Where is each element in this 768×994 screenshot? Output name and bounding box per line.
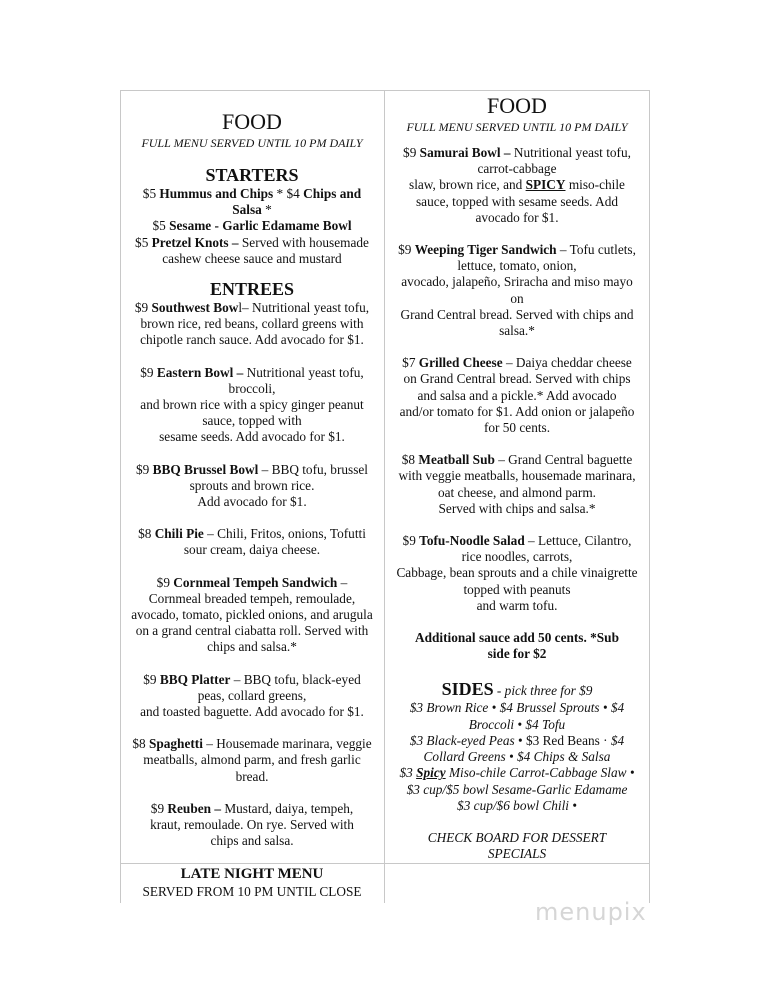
menu-line bbox=[385, 307, 649, 323]
menu-text: salsa.* bbox=[499, 323, 535, 339]
menu-line bbox=[385, 258, 649, 274]
entrees-list bbox=[120, 300, 384, 849]
menu-text: bread. bbox=[235, 768, 269, 784]
sides-note: - pick three for $9 bbox=[493, 683, 593, 699]
menu-text: topped with peanuts bbox=[463, 581, 571, 597]
left-column bbox=[120, 90, 384, 850]
menu-line bbox=[385, 646, 649, 662]
menu-text: Broccoli • $4 Tofu bbox=[468, 716, 566, 732]
menu-text: Southwest Bow bbox=[151, 300, 239, 316]
food-subtitle: FULL MENU SERVED UNTIL 10 PM DAILY bbox=[406, 120, 628, 134]
menu-line bbox=[385, 533, 649, 549]
menu-text: $4 bbox=[610, 732, 625, 748]
menu-text: $8 bbox=[132, 736, 149, 752]
menu-line bbox=[120, 462, 384, 478]
menu-line bbox=[120, 478, 384, 494]
menu-text: and salsa and a pickle.* Add avocado bbox=[417, 387, 617, 403]
right-column bbox=[385, 90, 649, 862]
menu-text: – Tofu cutlets, bbox=[556, 242, 636, 258]
menu-line bbox=[385, 700, 649, 716]
sides-list bbox=[385, 700, 649, 813]
menu-line bbox=[120, 752, 384, 768]
menu-line bbox=[120, 494, 384, 510]
menu-text: $9 bbox=[156, 574, 174, 590]
menu-text: Nutritional yeast tofu, bbox=[510, 145, 631, 160]
menu-line bbox=[385, 194, 649, 210]
late-night-title: LATE NIGHT MENU bbox=[180, 866, 324, 882]
menu-text: Served with chips and salsa.* bbox=[438, 500, 596, 516]
menu-text: l– Nutritional yeast tofu, bbox=[238, 300, 370, 316]
menupix-watermark: menupix bbox=[535, 898, 647, 926]
menu-line bbox=[120, 235, 384, 251]
menu-text: $5 bbox=[142, 186, 160, 201]
menu-line bbox=[120, 202, 384, 218]
late-night-subtitle: SERVED FROM 10 PM UNTIL CLOSE bbox=[142, 884, 362, 899]
menu-text: Additional sauce add 50 cents. *Sub bbox=[415, 630, 619, 646]
menu-text: Reuben – bbox=[167, 800, 221, 816]
menu-line bbox=[120, 316, 384, 332]
spacer bbox=[120, 510, 384, 526]
menu-line bbox=[120, 639, 384, 655]
menu-line bbox=[385, 565, 649, 581]
menu-text: Cornmeal Tempeh Sandwich bbox=[173, 574, 338, 590]
menu-text: $9 bbox=[136, 461, 153, 477]
menu-line bbox=[385, 549, 649, 565]
menu-text: rice noodles, carrots, bbox=[461, 549, 573, 565]
menu-text: $9 bbox=[134, 300, 152, 316]
menu-line bbox=[385, 274, 649, 290]
dessert-note: CHECK BOARD FOR DESSERT bbox=[427, 829, 607, 845]
menu-text: avocado, jalapeño, Sriracha and miso mayo bbox=[401, 274, 633, 290]
spacer bbox=[120, 785, 384, 801]
menu-text: $9 bbox=[143, 671, 160, 687]
menu-line bbox=[385, 177, 649, 193]
menu-text: Eastern Bowl – bbox=[156, 364, 244, 380]
menu-line bbox=[120, 801, 384, 817]
menu-item bbox=[385, 452, 649, 517]
menu-text: $3 Brown Rice • $4 Brussel Sprouts • $4 bbox=[409, 700, 625, 716]
menu-line bbox=[385, 598, 649, 614]
menu-text: peas, collard greens, bbox=[197, 687, 307, 703]
menu-text: chipotle ranch sauce. Add avocado for $1. bbox=[140, 332, 364, 348]
menu-text: BBQ Platter bbox=[159, 671, 231, 687]
menu-line bbox=[385, 749, 649, 765]
menu-line bbox=[120, 591, 384, 607]
menu-text: chips and salsa.* bbox=[207, 639, 297, 655]
menu-line bbox=[120, 607, 384, 623]
menu-text: $9 bbox=[402, 533, 420, 549]
menu-line bbox=[120, 397, 384, 413]
menu-text: $5 bbox=[152, 218, 170, 234]
menu-text: $9 bbox=[398, 242, 415, 258]
menu-line bbox=[120, 575, 384, 591]
menu-text: on a grand central ciabatta roll. Served with bbox=[135, 623, 369, 639]
menu-line bbox=[385, 371, 649, 387]
sides-header bbox=[385, 678, 649, 700]
starters-heading: STARTERS bbox=[205, 165, 299, 185]
menu-item bbox=[120, 300, 384, 349]
row-divider bbox=[120, 863, 650, 864]
menu-text: Hummus and Chips bbox=[159, 186, 274, 201]
menu-text: sauce, topped with sesame seeds. Add bbox=[416, 193, 618, 209]
menu-text: Nutritional yeast tofu, bbox=[243, 364, 364, 380]
menu-line bbox=[120, 526, 384, 542]
menu-text: $3 cup/$5 bowl Sesame-Garlic Edamame bbox=[406, 781, 628, 797]
menu-text: Pretzel Knots – bbox=[151, 234, 239, 250]
menu-line bbox=[385, 782, 649, 798]
menu-text: avocado, tomato, pickled onions, and arugula bbox=[131, 607, 373, 623]
menu-text: – Grand Central baguette bbox=[494, 452, 633, 468]
menu-text: and/or tomato for $1. Add onion or jalapeño bbox=[399, 403, 635, 419]
menu-text: side for $2 bbox=[487, 646, 547, 662]
menu-text: Spaghetti bbox=[148, 736, 203, 752]
menu-text: – bbox=[337, 574, 348, 590]
menu-text: $3 cup/$6 bowl Chili • bbox=[457, 797, 577, 813]
menu-text: Grand Central bread. Served with chips and bbox=[400, 306, 634, 322]
menu-line bbox=[120, 186, 384, 202]
menu-text: with veggie meatballs, housemade marinara, bbox=[398, 468, 636, 484]
menu-line bbox=[120, 381, 384, 397]
menu-text: Add avocado for $1. bbox=[197, 494, 307, 510]
menu-item bbox=[385, 630, 649, 662]
menu-line bbox=[120, 623, 384, 639]
menu-text: Chili Pie bbox=[154, 526, 204, 542]
menu-line bbox=[385, 161, 649, 177]
menu-text: Chips and bbox=[303, 186, 362, 201]
menu-text: broccoli, bbox=[228, 380, 276, 396]
menu-text: sauce, topped with bbox=[202, 413, 302, 429]
menu-item bbox=[120, 575, 384, 656]
menu-text: and brown rice with a spicy ginger peanut bbox=[140, 397, 364, 413]
spacer bbox=[385, 226, 649, 242]
menu-text: Sesame - Garlic Edamame Bowl bbox=[169, 218, 352, 234]
menu-text: on Grand Central bread. Served with chips bbox=[403, 371, 631, 387]
menu-text: avocado for $1. bbox=[475, 209, 559, 225]
menu-text: lettuce, tomato, onion, bbox=[457, 258, 577, 274]
menu-line bbox=[120, 251, 384, 267]
dessert-note: SPECIALS bbox=[487, 846, 547, 862]
menu-line bbox=[120, 833, 384, 849]
menu-text: – Housemade marinara, veggie bbox=[202, 736, 372, 752]
menu-line bbox=[385, 145, 649, 161]
menu-line bbox=[385, 420, 649, 436]
spacer bbox=[120, 720, 384, 736]
spacer bbox=[385, 339, 649, 355]
menu-line bbox=[120, 413, 384, 429]
menu-text: kraut, remoulade. On rye. Served with bbox=[150, 817, 354, 833]
spacer bbox=[120, 559, 384, 575]
menu-text: and toasted baguette. Add avocado for $1. bbox=[140, 704, 364, 720]
menu-item bbox=[120, 801, 384, 850]
menu-text: – Daiya cheddar cheese bbox=[502, 355, 632, 371]
menu-line bbox=[385, 242, 649, 258]
menu-line bbox=[385, 291, 649, 307]
menu-line bbox=[385, 452, 649, 468]
menu-text: Meatball Sub bbox=[418, 452, 495, 468]
menu-text: BBQ Brussel Bowl bbox=[152, 461, 259, 477]
menu-line bbox=[385, 404, 649, 420]
menu-line bbox=[385, 765, 649, 781]
menu-text: Cornmeal breaded tempeh, remoulade, bbox=[148, 590, 356, 606]
starters-list bbox=[120, 186, 384, 267]
menu-line bbox=[385, 355, 649, 371]
menu-text: sesame seeds. Add avocado for $1. bbox=[159, 429, 345, 445]
menu-text: Cabbage, bean sprouts and a chile vinaigrette bbox=[396, 565, 638, 581]
menu-text: $3 bbox=[399, 765, 417, 781]
menu-text: – Lettuce, Cilantro, bbox=[524, 533, 632, 549]
menu-text: Served with housemade bbox=[238, 234, 369, 250]
menu-text: cashew cheese sauce and mustard bbox=[162, 250, 342, 266]
menu-text: Grilled Cheese bbox=[418, 355, 503, 371]
menu-line bbox=[385, 388, 649, 404]
spacer bbox=[120, 349, 384, 365]
menu-text: Mustard, daiya, tempeh, bbox=[221, 800, 354, 816]
menu-line bbox=[120, 704, 384, 720]
menu-text: $7 bbox=[402, 355, 419, 371]
menu-item bbox=[385, 145, 649, 226]
food-subtitle: FULL MENU SERVED UNTIL 10 PM DAILY bbox=[141, 136, 363, 150]
menu-item bbox=[120, 526, 384, 558]
menu-text: Tofu-Noodle Salad bbox=[419, 533, 525, 549]
menu-text: $8 bbox=[401, 452, 419, 468]
menu-text: slaw, brown rice, and bbox=[409, 177, 526, 193]
menu-line bbox=[120, 817, 384, 833]
menu-text: meatballs, almond parm, and fresh garlic bbox=[143, 752, 361, 768]
menu-line bbox=[385, 717, 649, 733]
menu-line bbox=[120, 429, 384, 445]
menu-text: • $3 Red Beans · bbox=[514, 732, 611, 748]
menu-text: – Chili, Fritos, onions, Tofutti bbox=[203, 526, 366, 542]
menu-line bbox=[385, 501, 649, 517]
menu-line bbox=[385, 210, 649, 226]
spacer bbox=[385, 614, 649, 630]
menu-item bbox=[120, 462, 384, 511]
menu-text: on bbox=[510, 290, 524, 306]
menu-text: Spicy bbox=[416, 765, 446, 781]
menu-line bbox=[385, 630, 649, 646]
menu-text: – BBQ tofu, black-eyed bbox=[230, 671, 361, 687]
menu-text: miso-chile bbox=[565, 177, 625, 193]
menu-line bbox=[120, 218, 384, 234]
menu-text: $9 bbox=[150, 800, 168, 816]
spacer bbox=[120, 446, 384, 462]
menu-text: $9 bbox=[403, 145, 420, 160]
menu-text: sprouts and brown rice. bbox=[189, 477, 315, 493]
menu-item bbox=[120, 672, 384, 721]
menu-item bbox=[120, 186, 384, 267]
menu-line bbox=[120, 769, 384, 785]
menu-text: $5 bbox=[135, 234, 152, 250]
food-title: FOOD bbox=[222, 109, 282, 134]
menu-text: SPICY bbox=[525, 177, 566, 193]
menu-line bbox=[120, 332, 384, 348]
menu-text: Miso-chile Carrot-Cabbage Slaw • bbox=[445, 765, 635, 781]
menu-text: $8 bbox=[138, 526, 155, 542]
menu-text: * bbox=[261, 202, 272, 218]
entrees-heading: ENTREES bbox=[209, 279, 295, 300]
menu-text: Collard Greens • $4 Chips & Salsa bbox=[423, 749, 611, 765]
menu-line bbox=[120, 672, 384, 688]
menu-text: sour cream, daiya cheese. bbox=[183, 542, 321, 558]
menu-text: $9 bbox=[140, 364, 157, 380]
menu-text: carrot-cabbage bbox=[477, 161, 557, 177]
menu-text: brown rice, red beans, collard greens with bbox=[140, 316, 364, 332]
menu-line bbox=[385, 468, 649, 484]
menu-text: Salsa bbox=[232, 202, 262, 218]
menu-line bbox=[385, 733, 649, 749]
spacer bbox=[385, 517, 649, 533]
menu-line bbox=[385, 323, 649, 339]
menu-text: – BBQ tofu, brussel bbox=[258, 461, 368, 477]
menu-line bbox=[120, 542, 384, 558]
menu-line bbox=[120, 365, 384, 381]
menu-line bbox=[385, 485, 649, 501]
menu-line bbox=[385, 582, 649, 598]
menu-text: $3 Black-eyed Peas bbox=[409, 732, 515, 748]
late-night-section bbox=[120, 866, 384, 900]
menu-item bbox=[385, 355, 649, 436]
menu-item bbox=[120, 736, 384, 785]
menu-text: and warm tofu. bbox=[476, 597, 558, 613]
menu-line bbox=[385, 798, 649, 814]
menu-item bbox=[385, 242, 649, 339]
spacer bbox=[385, 436, 649, 452]
menu-text: Weeping Tiger Sandwich bbox=[414, 242, 557, 258]
menu-text: chips and salsa. bbox=[210, 833, 294, 849]
menu-item bbox=[120, 365, 384, 446]
spacer bbox=[120, 656, 384, 672]
menu-item bbox=[385, 533, 649, 614]
sides-heading: SIDES bbox=[441, 679, 494, 700]
menu-line bbox=[120, 688, 384, 704]
menu-line bbox=[120, 736, 384, 752]
menu-text: for 50 cents. bbox=[483, 420, 551, 436]
menu-text: Samurai Bowl – bbox=[419, 145, 511, 160]
menu-line bbox=[120, 300, 384, 316]
menu-items bbox=[385, 145, 649, 662]
food-title: FOOD bbox=[487, 93, 547, 118]
menu-text: oat cheese, and almond parm. bbox=[437, 484, 597, 500]
menu-text: * $4 bbox=[273, 186, 304, 201]
